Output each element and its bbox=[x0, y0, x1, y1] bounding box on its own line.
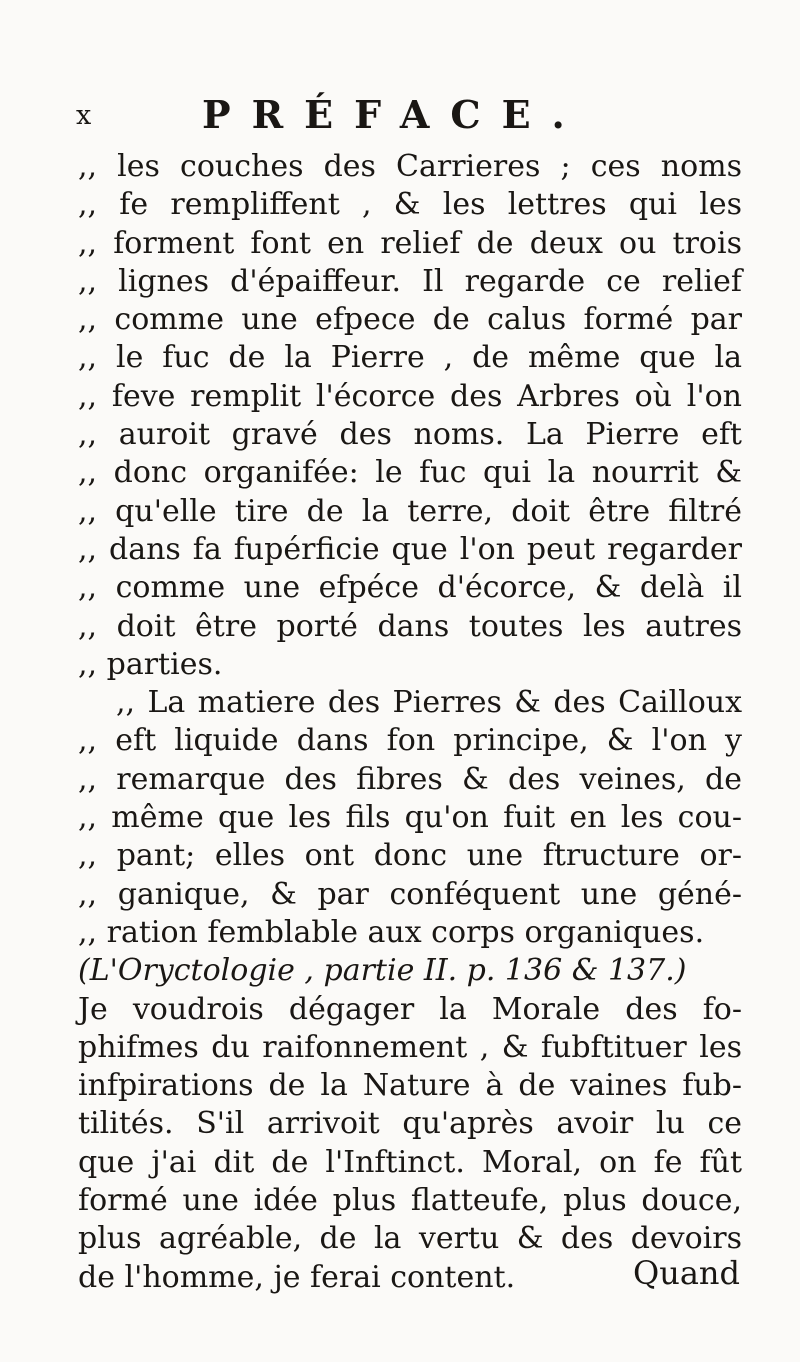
text-line bbox=[78, 186, 742, 224]
text-line bbox=[78, 799, 742, 837]
text-line bbox=[78, 1220, 742, 1258]
text-line bbox=[78, 416, 742, 454]
paragraph-quoted-1 bbox=[78, 148, 742, 684]
paragraph-quoted-2 bbox=[78, 684, 742, 952]
text-line bbox=[78, 722, 742, 760]
text-line bbox=[78, 991, 742, 1029]
text-line bbox=[78, 454, 742, 492]
text-line bbox=[78, 1067, 742, 1105]
text-line bbox=[78, 531, 742, 569]
paragraph-author bbox=[78, 991, 742, 1297]
line-text: ,, doit être porté dans toutes les autres bbox=[78, 608, 742, 644]
page-body bbox=[78, 148, 742, 1297]
line-text: phifmes du raifonnement , & fubftituer les bbox=[78, 1029, 742, 1065]
text-line bbox=[78, 876, 742, 914]
text-line bbox=[78, 569, 742, 607]
text-line bbox=[78, 378, 742, 416]
page-header bbox=[76, 92, 746, 142]
text-line bbox=[78, 646, 742, 684]
line-text: ,, pant; elles ont donc une ftructure or- bbox=[78, 838, 742, 874]
citation-line bbox=[78, 952, 742, 990]
folio-number: x bbox=[76, 100, 93, 131]
line-text: ,, dans fa fupérficie que l'on peut regarder bbox=[78, 531, 742, 567]
line-text: ,, remarque des fibres & des veines, de bbox=[78, 761, 742, 797]
line-text: ,, fe rempliffent , & les lettres qui les bbox=[78, 187, 742, 223]
line-text: formé une idée plus flatteufe, plus douce, bbox=[78, 1183, 742, 1219]
line-text: infpirations de la Nature à de vaines fub- bbox=[78, 1068, 742, 1104]
line-text: ,, eft liquide dans fon principe, & l'on y bbox=[78, 723, 742, 759]
text-line bbox=[78, 493, 742, 531]
text-line bbox=[78, 1105, 742, 1143]
line-text: de l'homme, je ferai content. bbox=[78, 1259, 516, 1295]
text-line bbox=[78, 761, 742, 799]
line-text: ,, parties. bbox=[78, 646, 223, 682]
line-text: ,, même que les fils qu'on fuit en les cou- bbox=[78, 800, 742, 836]
text-line bbox=[78, 1182, 742, 1220]
text-line bbox=[78, 263, 742, 301]
line-text: ,, forment font en relief de deux ou trois bbox=[78, 225, 742, 261]
line-text: Je voudrois dégager la Morale des fo- bbox=[78, 991, 742, 1027]
text-line bbox=[78, 684, 742, 722]
line-text: ,, comme une efpece de calus formé par bbox=[78, 302, 742, 338]
line-text: ,, lignes d'épaiffeur. Il regarde ce relief bbox=[78, 263, 742, 299]
line-text: ,, auroit gravé des noms. La Pierre eft bbox=[78, 417, 742, 453]
text-line bbox=[78, 1029, 742, 1067]
running-title: PRÉFACE. bbox=[202, 92, 586, 137]
text-line bbox=[78, 608, 742, 646]
line-text: ,, ration femblable aux corps organiques. bbox=[78, 914, 705, 950]
text-line bbox=[78, 148, 742, 186]
text-line bbox=[78, 1144, 742, 1182]
line-text: que j'ai dit de l'Inftinct. Moral, on fe fût bbox=[78, 1144, 742, 1180]
text-line bbox=[78, 225, 742, 263]
line-text: ,, ganique, & par conféquent une géné- bbox=[78, 876, 742, 912]
line-text: ,, qu'elle tire de la terre, doit être filtré bbox=[78, 493, 742, 529]
text-line bbox=[78, 914, 742, 952]
line-text: ,, les couches des Carrieres ; ces noms bbox=[78, 149, 742, 184]
catchword: Quand bbox=[632, 1254, 740, 1292]
line-text: ,, La matiere des Pierres & des Cailloux bbox=[116, 685, 742, 721]
text-line bbox=[78, 301, 742, 339]
line-text: ,, le fuc de la Pierre , de même que la bbox=[78, 340, 742, 376]
line-text: plus agréable, de la vertu & des devoirs bbox=[78, 1221, 742, 1257]
text-line bbox=[78, 339, 742, 377]
citation: (L'Oryctologie , partie II. p. 136 & 137.) bbox=[78, 953, 687, 989]
line-text: ,, feve remplit l'écorce des Arbres où l'on bbox=[78, 378, 742, 414]
line-text: ,, comme une efpéce d'écorce, & delà il bbox=[78, 570, 742, 606]
text-line bbox=[78, 837, 742, 875]
line-text: tilités. S'il arrivoit qu'après avoir lu ce bbox=[78, 1106, 742, 1142]
line-text: ,, donc organifée: le fuc qui la nourrit & bbox=[78, 455, 742, 491]
